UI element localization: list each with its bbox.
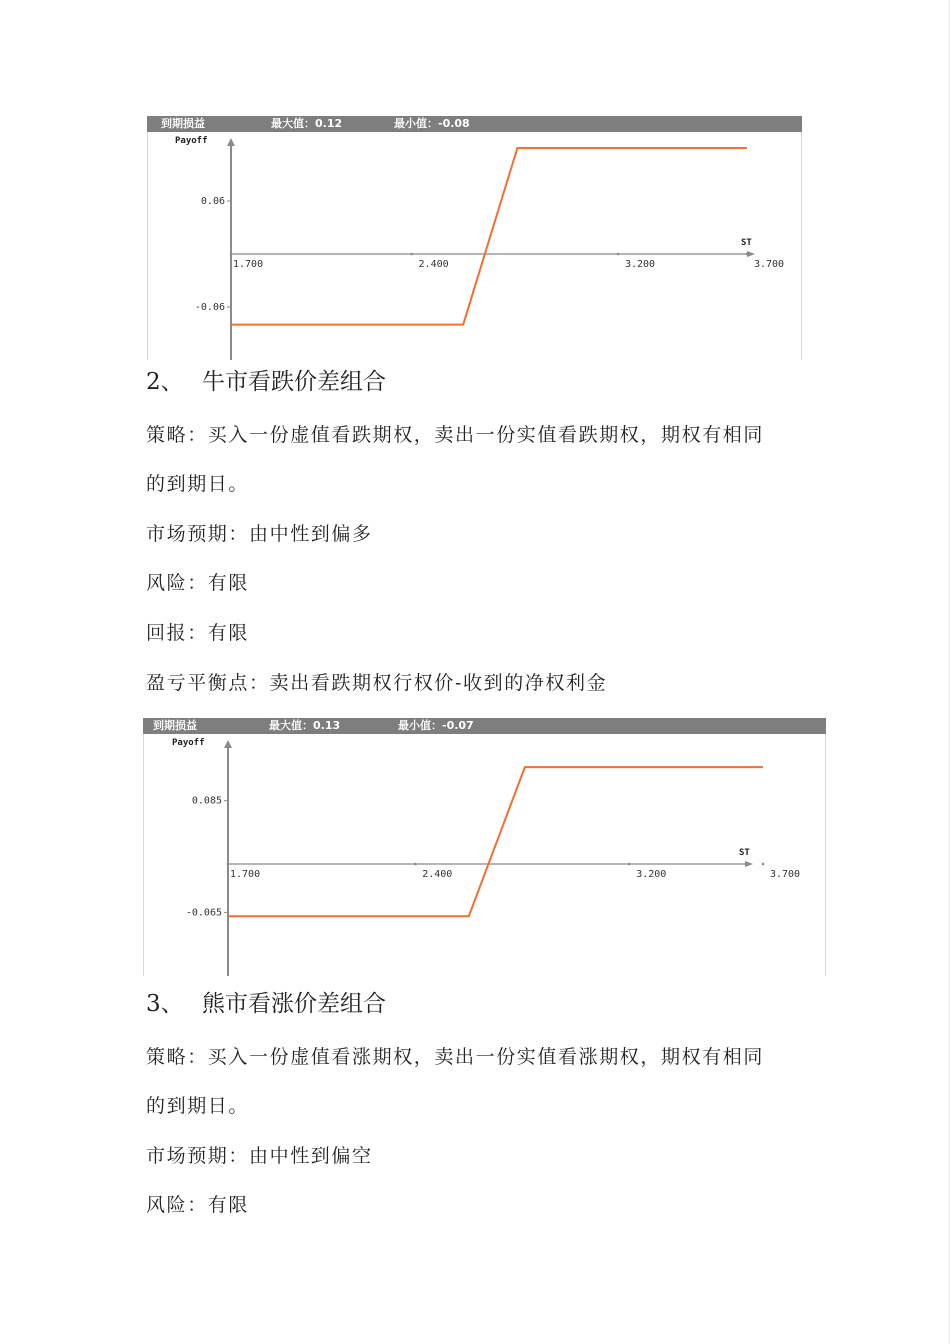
- y-tick-label: 0.085: [191, 795, 222, 807]
- section-2-breakeven: 盈亏平衡点：卖出看跌期权行权价-收到的净权利金: [146, 672, 608, 694]
- y-axis-arrow: [227, 138, 235, 146]
- y-axis-arrow: [224, 740, 232, 748]
- y-axis-label: Payoff: [172, 738, 205, 748]
- x-tick: [746, 253, 749, 256]
- x-tick: [227, 863, 230, 866]
- payoff-line: [231, 148, 747, 325]
- section-2-strategy-line2: 的到期日。: [146, 473, 250, 495]
- section-3-number: 3、: [146, 991, 184, 1017]
- y-tick-label: -0.06: [194, 301, 225, 313]
- x-tick: [230, 253, 233, 256]
- chart-plot: [143, 718, 826, 976]
- x-tick-label: 3.700: [769, 869, 801, 880]
- y-tick-label: -0.065: [185, 907, 222, 919]
- chart-min-label: 最小值：-0.08: [394, 117, 470, 130]
- chart-title: 到期损益: [153, 719, 197, 732]
- x-axis-label: ST: [739, 848, 750, 858]
- x-axis-label: ST: [741, 238, 752, 248]
- payoff-line: [228, 767, 763, 916]
- section-3-strategy-line2: 的到期日。: [146, 1095, 250, 1117]
- payoff-chart-1: [147, 116, 802, 360]
- y-axis-label: Payoff: [175, 136, 208, 146]
- section-2-market: 市场预期：由中性到偏多: [146, 523, 373, 545]
- chart-title: 到期损益: [161, 117, 205, 130]
- y-tick-label: 0.06: [200, 196, 225, 208]
- section-2-number: 2、: [146, 369, 184, 395]
- section-3-strategy-line1: 策略：买入一份虚值看涨期权，卖出一份实值看涨期权，期权有相同: [146, 1046, 765, 1068]
- chart-plot: [147, 116, 802, 360]
- section-2-reward: 回报：有限: [146, 622, 250, 644]
- section-3-title: 熊市看涨价差组合: [202, 991, 386, 1017]
- section-2-title: 牛市看跌价差组合: [202, 369, 386, 395]
- x-tick-label: 2.400: [422, 869, 453, 880]
- section-3-market: 市场预期：由中性到偏空: [146, 1145, 373, 1167]
- x-tick-label: 3.700: [753, 259, 785, 270]
- section-2-risk: 风险：有限: [146, 572, 250, 594]
- x-tick-label: 2.400: [418, 259, 449, 270]
- x-tick-label: 3.200: [636, 869, 667, 880]
- section-3-heading: [146, 985, 386, 1018]
- x-tick-label: 3.200: [624, 259, 656, 270]
- x-tick: [628, 863, 631, 866]
- section-2-strategy-line1: 策略：买入一份虚值看跌期权，卖出一份实值看跌期权，期权有相同: [146, 424, 765, 446]
- x-tick: [414, 863, 417, 866]
- x-tick: [617, 253, 620, 256]
- chart-max-label: 最大值：0.12: [271, 117, 343, 130]
- chart-max-label: 最大值：0.13: [269, 719, 341, 732]
- x-axis-arrow: [745, 861, 753, 867]
- section-2-heading: [146, 363, 386, 396]
- x-tick-label: 1.700: [230, 869, 261, 880]
- x-tick: [410, 253, 413, 256]
- payoff-chart-2: [143, 718, 826, 976]
- x-tick-label: 1.700: [233, 259, 264, 270]
- chart-min-label: 最小值：-0.07: [398, 719, 474, 732]
- x-tick: [762, 863, 765, 866]
- section-3-risk: 风险：有限: [146, 1194, 250, 1216]
